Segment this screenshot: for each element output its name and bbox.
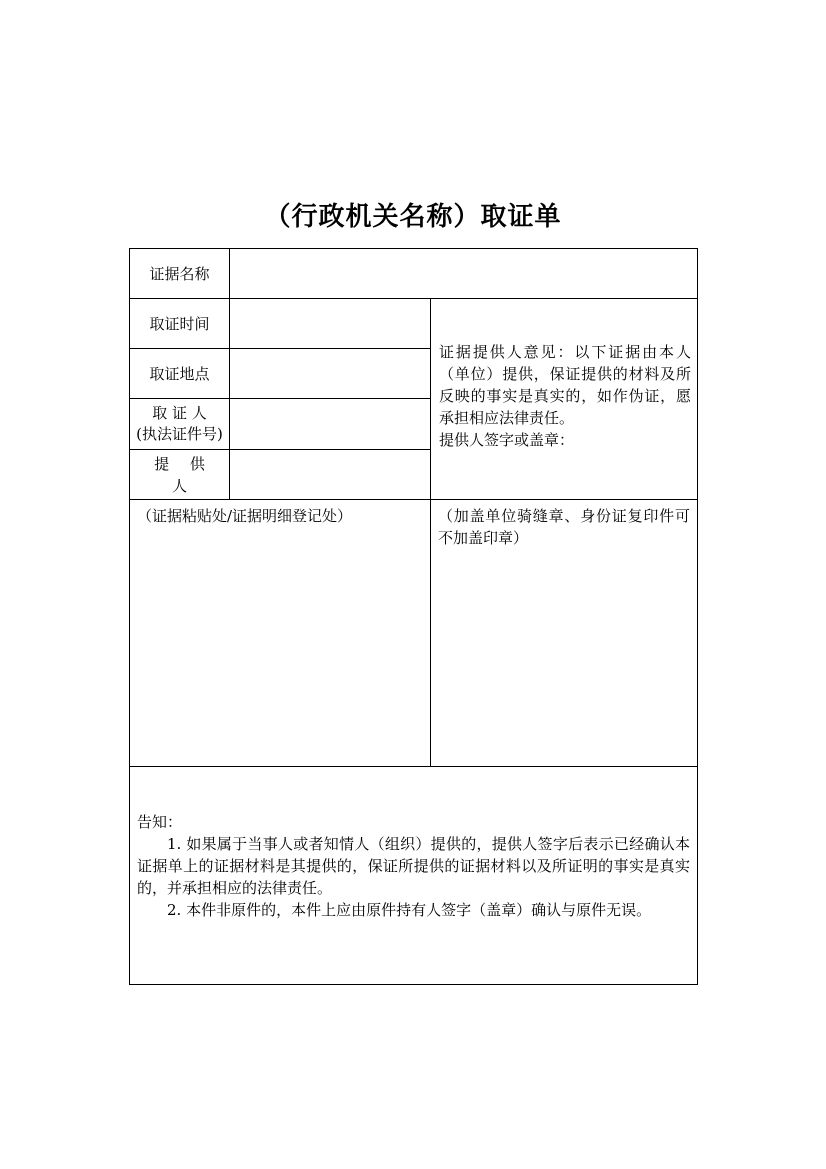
collection-place-label: 取证地点 — [149, 364, 210, 383]
collector-badge-label: (执法证件号) — [136, 425, 223, 443]
collection-time-label: 取证时间 — [149, 314, 210, 333]
border-right — [697, 248, 698, 985]
page-title: （行政机关名称）取证单 — [264, 202, 562, 232]
evidence-form — [129, 248, 698, 985]
border-bottom — [129, 984, 698, 985]
provider-opinion-cell[interactable] — [431, 299, 697, 499]
notice-item-2: 2. 本件非原件的，本件上应由原件持有人签字（盖章）确认与原件无误。 — [167, 901, 652, 919]
collector-label — [130, 399, 229, 449]
provider-field[interactable] — [230, 450, 430, 499]
collector-field[interactable] — [230, 399, 430, 449]
provider-signature-label: 提供人签字或盖章： — [439, 431, 575, 449]
seal-note-text: （加盖单位骑缝章、身份证复印件可不加盖印章） — [438, 507, 690, 547]
evidence-name-field[interactable] — [230, 249, 697, 298]
notice-item-1: 1. 如果属于当事人或者知情人（组织）提供的，提供人签字后表示已经确认本证据单上的证据材料是其提供的，保证所提供的证据材料以及所证明的事实是真实的，并承担相应的法律责任。 — [137, 835, 690, 897]
evidence-name-label: 证据名称 — [149, 264, 210, 283]
paste-area-label: （证据粘贴处/证据明细登记处） — [137, 507, 353, 525]
seal-area[interactable] — [431, 500, 697, 766]
collector-label-text: 取 证 人 — [152, 404, 207, 422]
collection-place-field[interactable] — [230, 349, 430, 398]
evidence-paste-area[interactable] — [130, 500, 430, 766]
provider-label: 提 供 人 — [154, 454, 213, 495]
notice-heading: 告知： — [137, 813, 183, 831]
provider-opinion-text: 证据提供人意见：以下证据由本人（单位）提供，保证提供的材料及所反映的事实是真实的，如作伪证，愿承担相应法律责任。 — [439, 343, 691, 427]
collection-time-field[interactable] — [230, 299, 430, 348]
notice-section — [130, 767, 697, 983]
